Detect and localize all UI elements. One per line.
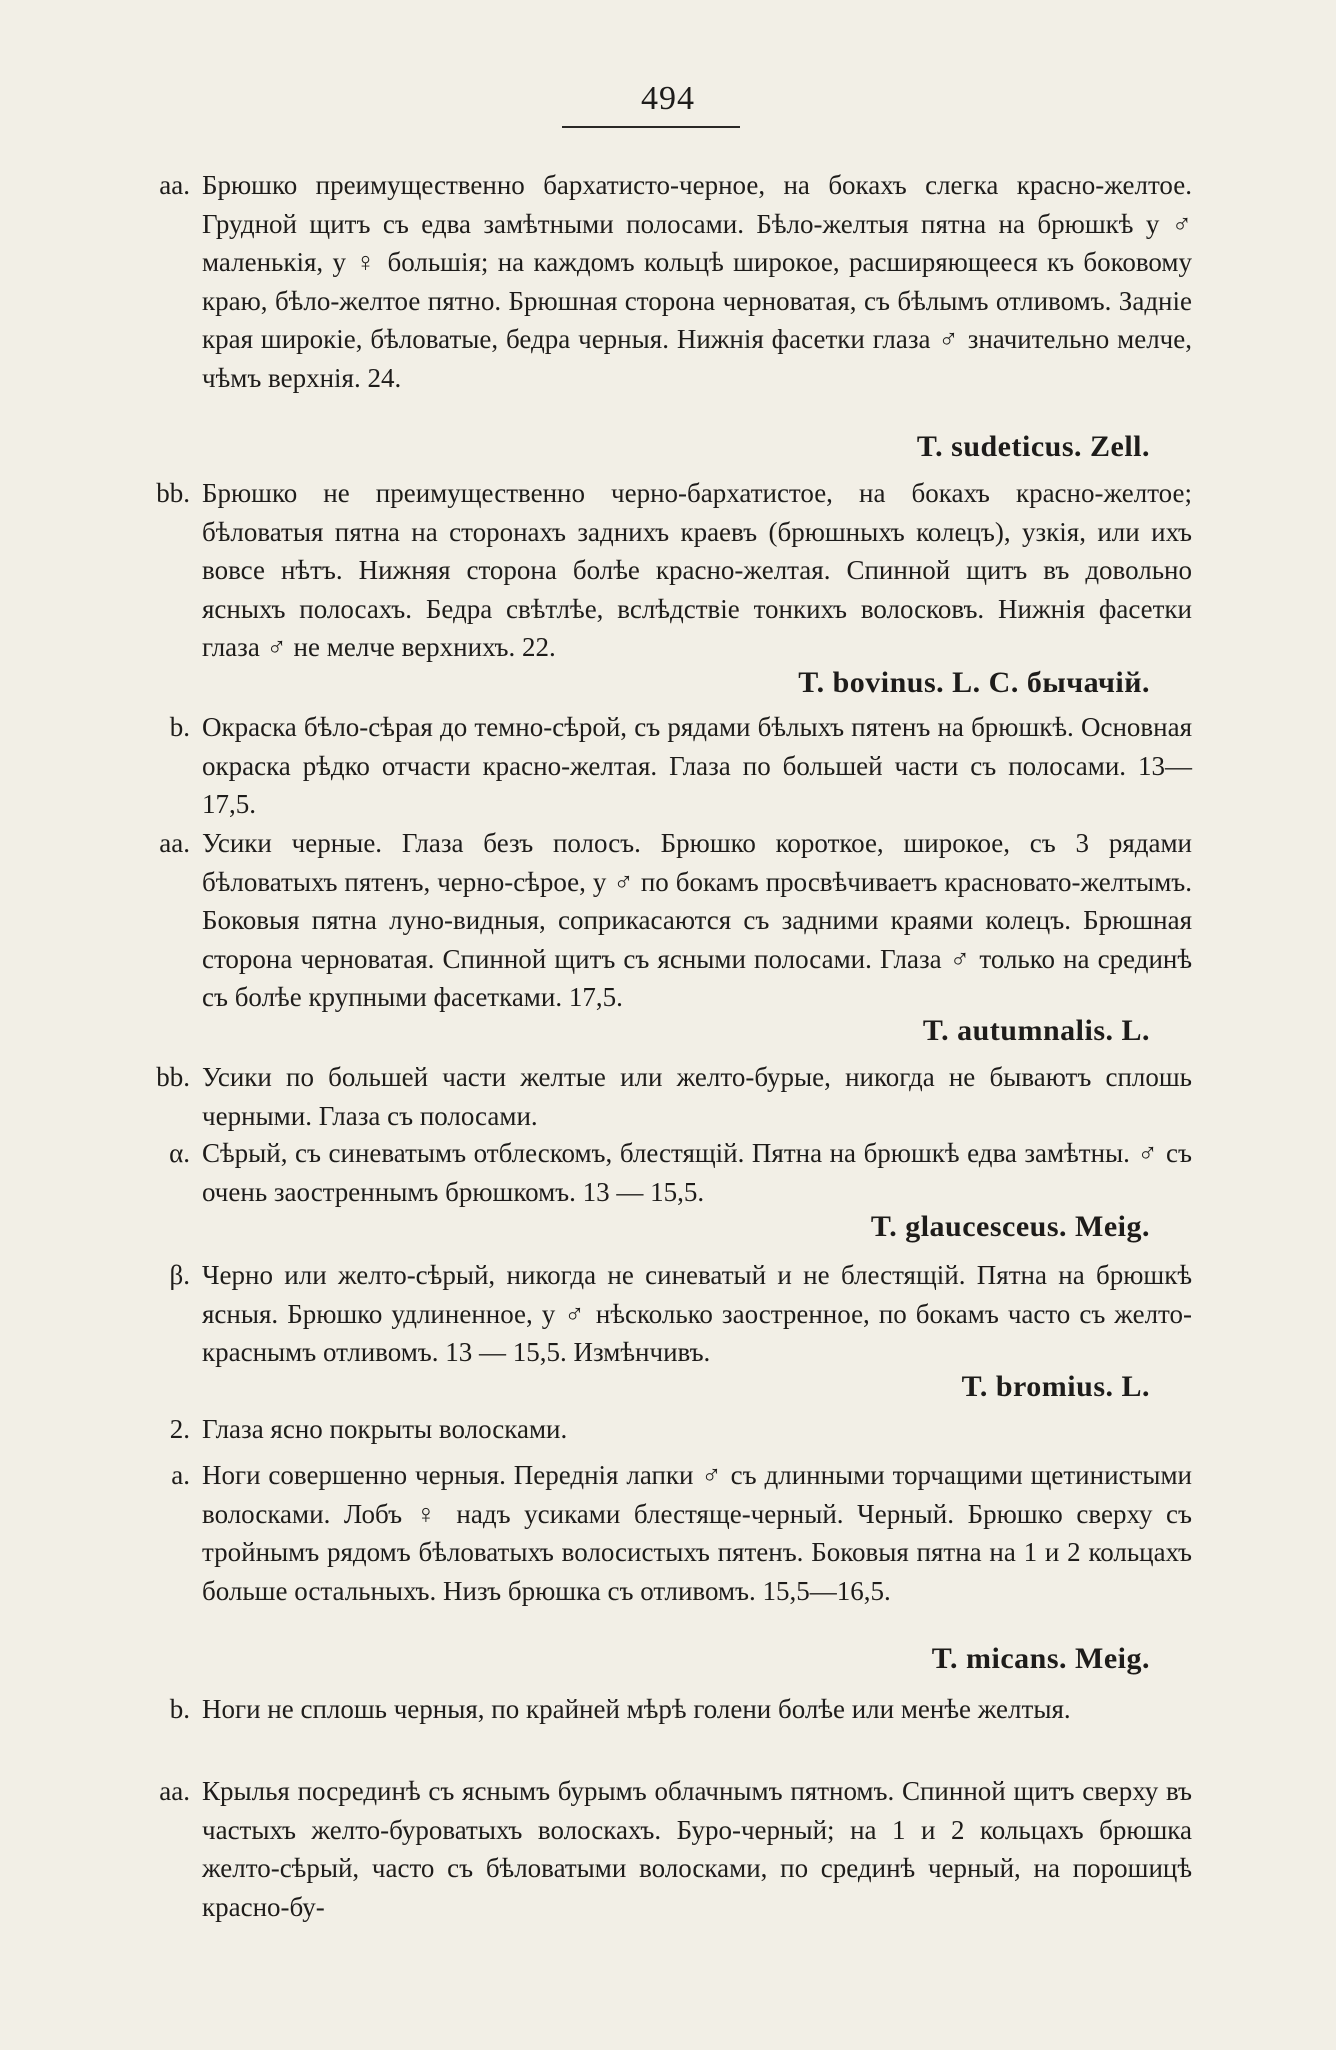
entry-text: Черно или желто-сѣрый, никогда не синеватый и не блестящій. Пятна на брюшкѣ ясныя. Брюшко удлиненное, у ♂ нѣсколько заостренное, по бокамъ часто съ желто-краснымъ отливомъ. 13 — 15,5. Измѣнчивъ. [202,1260,1192,1368]
entry-marker: bb. [156,1062,190,1092]
entry-marker: aa. [159,828,190,858]
taxon-name: T. glaucesceus. Meig. [870,1210,1150,1243]
entry-marker: bb. [156,478,190,508]
taxon-name: T. micans. Meig. [931,1642,1150,1675]
entry-marker: β. [169,1260,190,1290]
entry-marker: b. [169,1694,190,1724]
taxon-name: T. sudeticus. Zell. [916,430,1150,463]
entry-text: Окраска бѣло-сѣрая до темно-сѣрой, съ рядами бѣлыхъ пятенъ на брюшкѣ. Основная окраска рѣдко отчасти красно-желтая. Глаза по большей части съ полосами. 13—17,5. [202,712,1192,820]
entry-marker: a. [171,1460,190,1490]
taxon-name: T. bromius. L. [961,1370,1150,1403]
entry-text: Ноги не сплошь черныя, по крайней мѣрѣ голени болѣе или менѣе желтыя. [202,1694,1071,1724]
entry-text: Ноги совершенно черныя. Переднія лапки ♂ съ длинными торчащими щетинистыми волосками. Лобъ ♀ надъ усиками блестяще-черный. Черный. Брюшко сверху съ тройнымъ рядомъ бѣловатыхъ волосистыхъ пятенъ. Боковыя пятна на 1 и 2 кольцахъ больше остальныхъ. Низъ брюшка съ отливомъ. 15,5—16,5. [202,1460,1192,1606]
entry-marker: 2. [169,1414,190,1444]
entry-text: Сѣрый, съ синеватымъ отблескомъ, блестящій. Пятна на брюшкѣ едва замѣтны. ♂ съ очень заостреннымъ брюшкомъ. 13 — 15,5. [202,1138,1192,1207]
entry-text: Крылья посрединѣ съ яснымъ бурымъ облачнымъ пятномъ. Спинной щитъ сверху въ частыхъ желто-буроватыхъ волоскахъ. Буро-черный; на 1 и 2 кольцахъ брюшка желто-сѣрый, часто съ бѣловатыми волосками, по срединѣ черный, на порошицѣ красно-бу- [202,1776,1192,1922]
entry-marker: α. [169,1138,190,1168]
entry-text: Глаза ясно покрыты волосками. [202,1414,568,1444]
page-number: 494 [641,80,695,117]
header-rule [562,126,740,128]
entry-text: Усики по большей части желтые или желто-бурые, никогда не бываютъ сплошь черными. Глаза съ полосами. [202,1062,1192,1131]
taxon-name: T. autumnalis. L. [922,1014,1150,1047]
taxon-name: T. bovinus. L. С. бычачій. [798,666,1150,699]
entry-text: Брюшко не преимущественно черно-бархатистое, на бокахъ красно-желтое; бѣловатыя пятна на сторонахъ заднихъ краевъ (брюшныхъ колецъ), узкія, или ихъ вовсе нѣтъ. Нижняя сторона болѣе красно-желтая. Спинной щитъ въ довольно ясныхъ полосахъ. Бедра свѣтлѣе, вслѣдствіе тонкихъ волосковъ. Нижнія фасетки глаза ♂ не мелче верхнихъ. 22. [202,478,1192,663]
entry-text: Усики черные. Глаза безъ полосъ. Брюшко короткое, широкое, съ 3 рядами бѣловатыхъ пятенъ, черно-сѣрое, у ♂ по бокамъ просвѣчиваетъ красновато-желтымъ. Боковыя пятна луно-видныя, соприкасаются съ задними краями колецъ. Брюшная сторона черноватая. Спинной щитъ съ ясными полосами. Глаза ♂ только на срединѣ съ болѣе крупными фасетками. 17,5. [202,828,1192,1013]
entry-marker: aa. [159,1776,190,1806]
entry-text: Брюшко преимущественно бархатисто-черное, на бокахъ слегка красно-желтое. Грудной щитъ съ едва замѣтными полосами. Бѣло-желтыя пятна на брюшкѣ у ♂ маленькія, у ♀ большія; на каждомъ кольцѣ широкое, расширяющееся къ боковому краю, бѣло-желтое пятно. Брюшная сторона черноватая, съ бѣлымъ отливомъ. Задніе края широкіе, бѣловатые, бедра черныя. Нижнія фасетки глаза ♂ значительно мелче, чѣмъ верхнія. 24. [202,170,1192,393]
entry-marker: b. [169,712,190,742]
entry-marker: aa. [159,170,190,200]
